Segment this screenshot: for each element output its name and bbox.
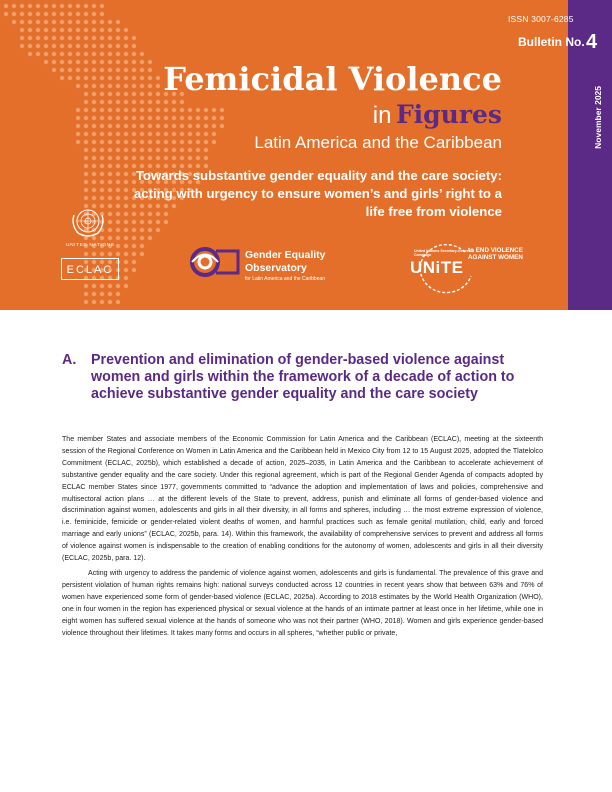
un-caption: UNITED NATIONS [66,243,115,248]
gender-observatory-logo-icon [188,245,242,279]
eclac-logo: ECLAC [61,258,119,280]
title-in: in [372,102,392,129]
geo-line1: Gender Equality [245,249,326,261]
bulletin-label: Bulletin No. [518,35,585,49]
issn: ISSN 3007-6285 [508,14,574,24]
body-text [62,434,543,642]
unite-end-text: to END VIOLENCE AGAINST WOMEN [468,247,523,262]
publication-date: November 2025 [593,86,603,149]
unite-small-text: United Nations Secretary-General’s Campaign [414,249,475,258]
geo-line3: for Latin America and the Caribbean [245,276,326,282]
geo-line2: Observatory [245,262,307,274]
title-line2 [373,100,502,130]
section-title: Prevention and elimination of gender-based violence against women and girls within the framework of a decade of action to achieve substantive gender equality and the care society [91,352,515,402]
paragraph-2: Acting with urgency to address the pandemic of violence against women, adolescents and girls is fundamental. The prevalence of this grave and persistent violation of human rights remains high: national surveys conducted across 12 countries in recent years show that between 63% and 76% of women have experienced some form of gender-based violence (ECLAC, 2025a). According to 2018 estimates by the World Health Organization (WHO), one in four women in the region has experienced physical or sexual violence at the hands of an intimate partner at least once in her lifetime, while one in eight women has suffered sexual violence at the hands of someone who was not their partner (WHO, 2018). Women and girls experience gender-based violence throughout their lifetimes. It takes many forms and occurs in all spheres, “whether public or private, [62,569,543,637]
un-emblem-icon [68,205,108,241]
section-letter: A. [62,352,77,368]
unite-wordmark: UNiTE [410,258,464,277]
title-figures: Figures [395,100,502,129]
bulletin-number: 4 [586,31,598,53]
region-title: Latin America and the Caribbean [254,133,502,152]
cover-header [0,0,612,310]
page-title: Femicidal Violence [163,60,502,98]
subtitle: Towards substantive gender equality and the care society: acting with urgency to ensure women’s and girls’ right to a life free from violence [133,168,502,219]
paragraph-1: The member States and associate members of the Economic Commission for Latin America and the Caribbean (ECLAC), meeting at the sixteenth session of the Regional Conference on Women in Latin America and the Caribbean held in Mexico City from 12 to 15 August 2025, adopted the Tlatelolco Commitment (ECLAC, 2025b), which established a decade of action, 2025–2035, in Latin America and the Caribbean to accelerate achievement of substantive gender equality and the care society. Under this regional agreement, which is part of the Regional Gender Agenda of compacts adopted by ECLAC member States since 1977, governments committed to “advance the adoption and implementation of laws and policies, comprehensive and multisectoral action plans … at the different levels of the State to prevent, address, punish and eliminate all forms of gender-based violence and discrimination against women, adolescents and girls in all their diversity, in all forms and spheres, including … the most extreme expression of violence, i.e. feminicide, femicide or gender-related violent deaths of women, and harmful practices such as female genital mutilation, child, early and forced marriage and early unions” (ECLAC, 2025b, para. 14). Within this framework, the availability of comprehensive services to prevent and address all forms of violence against women is indispensable to the creation of enabling conditions for the autonomy of women, adolescents and girls in all their diversity (ECLAC, 2025b, para. 12). [62,436,543,563]
